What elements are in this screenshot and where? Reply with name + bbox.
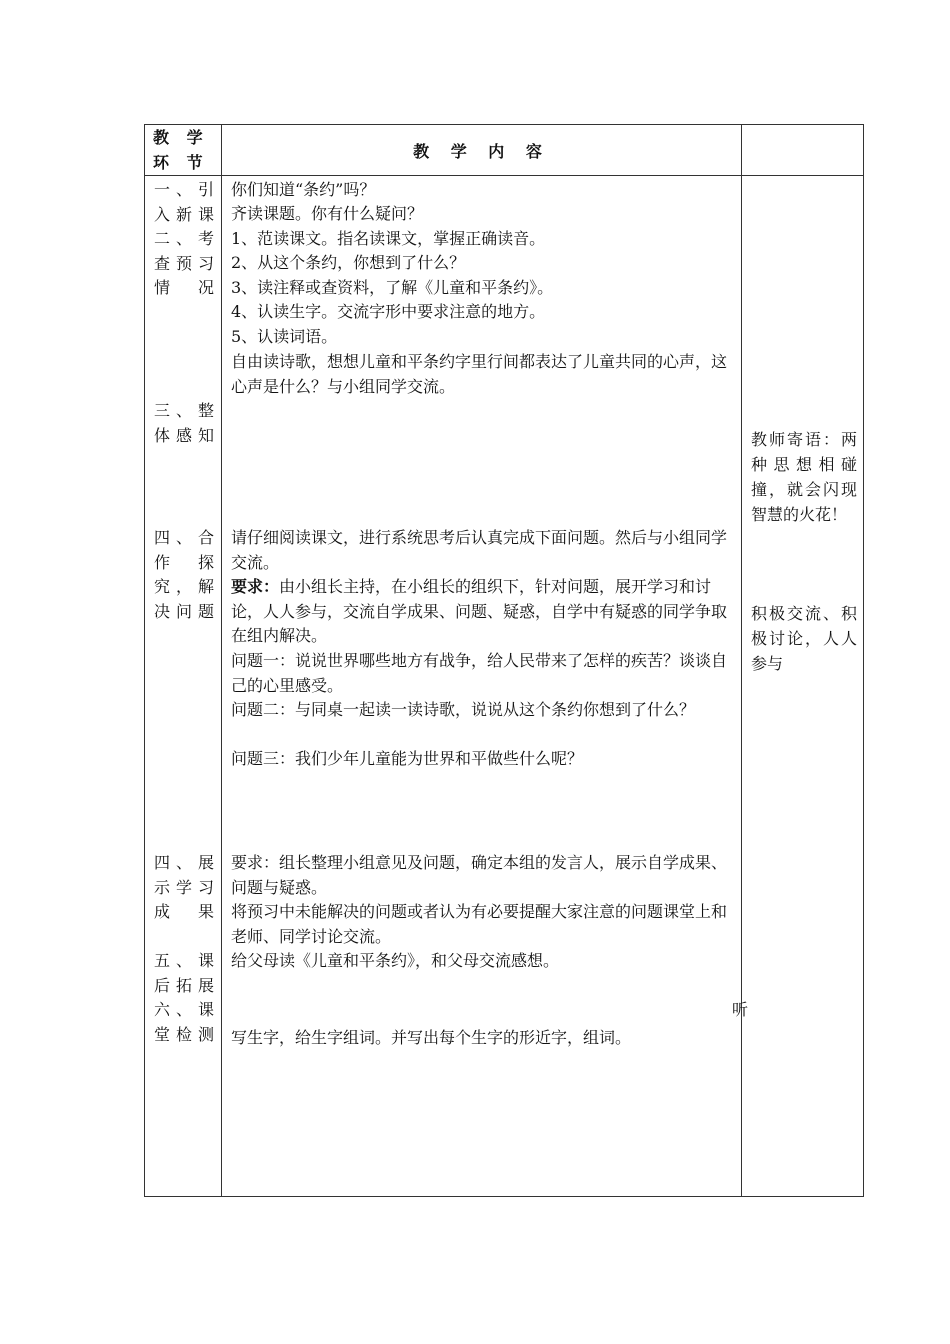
question-2: 问题二：与同桌一起读一读诗歌，说说从这个条约你想到了什么？ [231, 700, 696, 719]
notes-cell [742, 176, 864, 1197]
body-row [145, 176, 864, 1197]
notes-column [742, 176, 863, 1196]
header-stage-label: 教 学 环 节 [153, 128, 209, 172]
question-1: 问题一：说说世界哪些地方有战争，给人民带来了怎样的疾苦？谈谈自己的心里感受。 [231, 651, 728, 695]
stage-column [154, 176, 230, 1196]
discussion-note: 积极交流、积极讨论，人人参与 [751, 604, 857, 673]
question-3: 问题三：我们少年儿童能为世界和平做些什么呢？ [231, 749, 584, 768]
stage-cell [145, 176, 222, 1197]
show-requirement: 要求：组长整理小组意见及问题，确定本组的发言人，展示自学成果、问题与疑惑。 [231, 853, 728, 897]
preview-item-5: 5、认读词语。 [231, 327, 338, 346]
content-cell [222, 176, 749, 1197]
check-text: 写生字，给生字组词。并写出每个生字的形近字，组词。 [231, 1028, 632, 1047]
overall-text: 自由读诗歌，想想儿童和平条约字里行间都表达了儿童共同的心声，这心声是什么？与小组同学交流。 [231, 352, 728, 396]
stage-overall: 三、整体感知 [154, 401, 214, 445]
header-notes-cell [742, 125, 864, 176]
preview-item-3: 3、读注释或查资料，了解《儿童和平条约》。 [231, 278, 554, 297]
header-content-label: 教 学 内 容 [413, 141, 550, 161]
intro-line-1: 你们知道“条约”吗？ [231, 180, 376, 199]
preview-item-1: 1、范读课文。指名读课文，掌握正确读音。 [231, 229, 546, 248]
header-row [145, 125, 864, 176]
stage-check: 六、课堂检测 [154, 1000, 214, 1044]
extend-text: 给父母读《儿童和平条约》，和父母交流感想。 [231, 951, 560, 970]
header-content-cell [222, 125, 742, 176]
stage-cooperate: 四、合作 探究，解决问题 [154, 528, 214, 621]
intro-line-2: 齐读课题。你有什么疑问？ [231, 204, 424, 223]
requirement-label: 要求： [231, 577, 280, 596]
stage-show: 四、展示学习成果 [154, 853, 214, 921]
cooperate-intro: 请仔细阅读课文，进行系统思考后认真完成下面问题。然后与小组同学交流。 [231, 528, 728, 572]
content-column [222, 176, 749, 1196]
lesson-plan-table [144, 124, 864, 1197]
cooperate-requirement [231, 575, 733, 649]
stray-character: 听 [732, 1000, 749, 1019]
stage-extend: 五、课后拓展 [154, 951, 214, 995]
stage-preview: 二、考查预习情况 [154, 229, 214, 297]
stage-intro: 一、引入新课 [154, 180, 214, 224]
preview-item-4: 4、认读生字。交流字形中要求注意的地方。 [231, 302, 546, 321]
teacher-words: 教师寄语：两种思想相碰撞，就会闪现智慧的火花！ [751, 430, 857, 524]
requirement-text: 由小组长主持，在小组长的组织下，针对问题，展开学习和讨论，人人参与，交流自学成果、问题、疑惑，自学中有疑惑的同学争取在组内解决。 [231, 577, 728, 645]
show-discussion: 将预习中未能解决的问题或者认为有必要提醒大家注意的问题课堂上和老师、同学讨论交流。 [231, 902, 728, 946]
header-stage-cell [145, 125, 222, 176]
preview-item-2: 2、从这个条约，你想到了什么？ [231, 253, 466, 272]
